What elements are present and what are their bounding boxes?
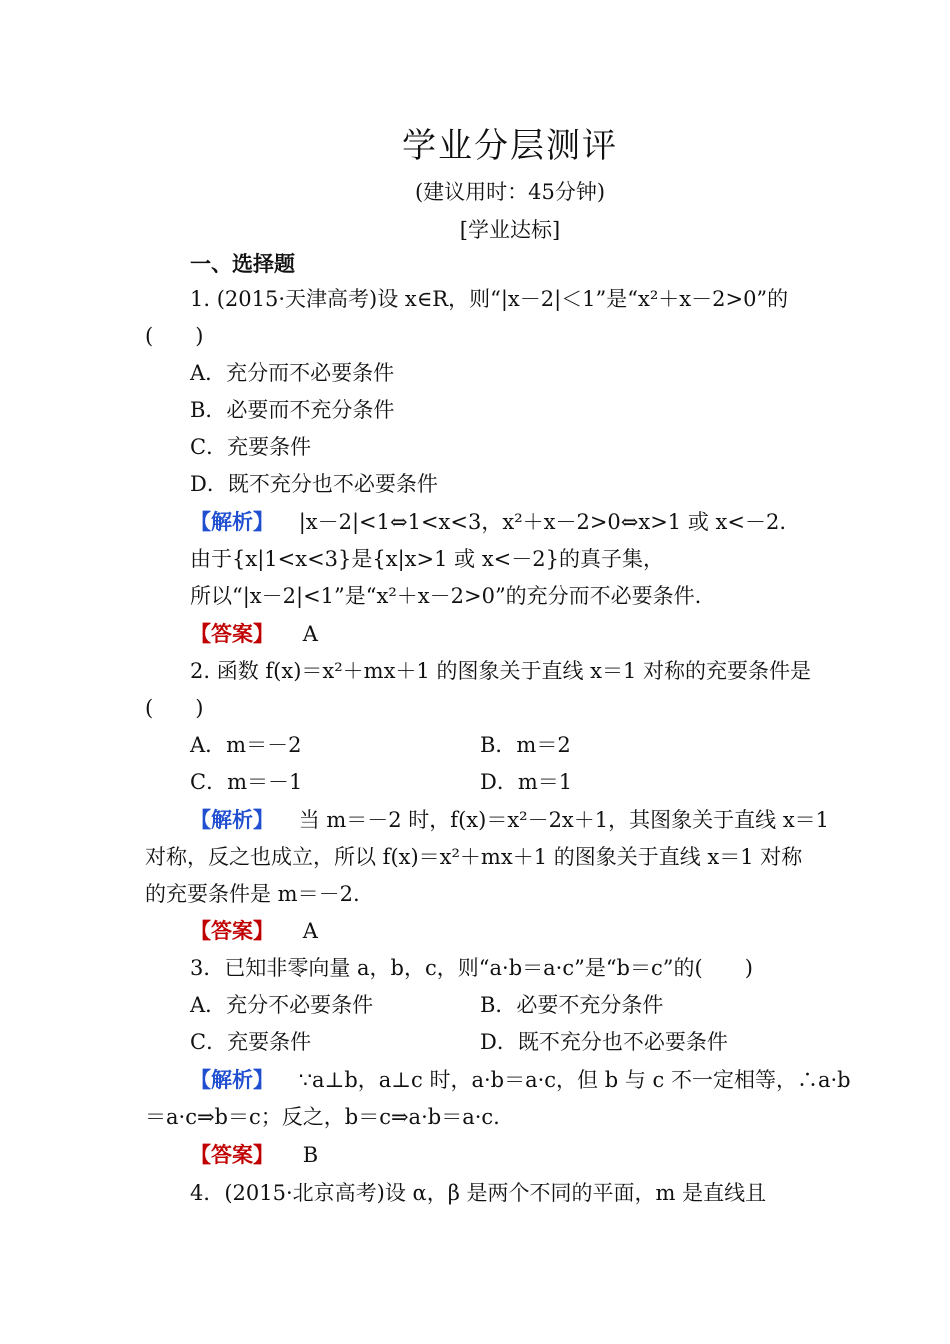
q2-analysis-line3: 的充要条件是 m＝－2. — [145, 882, 360, 906]
q3-answer-row — [190, 1140, 318, 1170]
q1-answer-tag: 【答案】 — [190, 621, 274, 646]
q1-answer: A — [302, 622, 318, 646]
q2-analysis-line1: 当 m＝－2 时，f(x)＝x²－2x＋1，其图象关于直线 x＝1 — [298, 808, 830, 832]
q2-answer: A — [302, 919, 318, 943]
q1-option-b: B．必要而不充分条件 — [190, 398, 395, 422]
time-hint: (建议用时：45分钟) — [414, 180, 606, 204]
q1-analysis-line2: 由于{x|1<x<3}是{x|x>1 或 x<－2}的真子集， — [190, 547, 664, 571]
q2-option-c: C．m＝－1 — [190, 770, 303, 794]
q1-option-a: A．充分而不必要条件 — [190, 361, 395, 385]
q2-stem: 2. 函数 f(x)＝x²＋mx＋1 的图象关于直线 x＝1 对称的充要条件是 — [190, 659, 811, 683]
q3-stem: 3．已知非零向量 a，b，c，则“a·b＝a·c”是“b＝c”的( ) — [190, 956, 753, 980]
q1-analysis-tag: 【解析】 — [190, 509, 274, 534]
q1-stem: 1. (2015·天津高考)设 x∈R，则“|x－2|＜1”是“x²＋x－2>0”的 — [190, 287, 789, 311]
q1-paren: ( ) — [145, 324, 204, 348]
q3-option-a: A．充分不必要条件 — [190, 993, 374, 1017]
q2-answer-row — [190, 916, 318, 946]
q2-paren: ( ) — [145, 696, 204, 720]
q3-answer-tag: 【答案】 — [190, 1142, 274, 1167]
q2-analysis-line2: 对称，反之也成立，所以 f(x)＝x²＋mx＋1 的图象关于直线 x＝1 对称 — [145, 845, 803, 869]
q2-analysis-row — [190, 805, 829, 835]
q2-option-a: A．m＝－2 — [190, 733, 302, 757]
q1-option-c: C．充要条件 — [190, 435, 312, 459]
section-tag: [学业达标] — [459, 218, 561, 242]
q3-analysis-line2: ＝a·c⇒b＝c；反之，b＝c⇒a·b＝a·c. — [145, 1105, 500, 1129]
part-label: 一、选择题 — [190, 251, 295, 276]
q1-analysis-line1: |x－2|<1⇔1<x<3，x²＋x－2>0⇔x>1 或 x<－2. — [298, 510, 786, 534]
page-title: 学业分层测评 — [402, 126, 618, 166]
q3-analysis-tag: 【解析】 — [190, 1067, 274, 1092]
q1-analysis-row — [190, 507, 786, 537]
q3-analysis-line1: ∵a⊥b，a⊥c 时，a·b＝a·c，但 b 与 c 不一定相等，∴a·b — [298, 1068, 851, 1092]
q2-analysis-tag: 【解析】 — [190, 807, 274, 832]
q3-answer: B — [302, 1143, 319, 1167]
q2-option-d: D．m＝1 — [480, 770, 573, 794]
q2-answer-tag: 【答案】 — [190, 918, 274, 943]
q2-option-b: B．m＝2 — [480, 733, 571, 757]
q1-answer-row — [190, 619, 318, 649]
q1-analysis-line3: 所以“|x－2|<1”是“x²＋x－2>0”的充分而不必要条件. — [190, 584, 702, 608]
q3-option-c: C．充要条件 — [190, 1030, 312, 1054]
q1-option-d: D．既不充分也不必要条件 — [190, 472, 438, 496]
q4-stem: 4．(2015·北京高考)设 α，β 是两个不同的平面，m 是直线且 — [190, 1181, 767, 1205]
q3-analysis-row — [190, 1065, 851, 1095]
q3-option-d: D．既不充分也不必要条件 — [480, 1030, 728, 1054]
q3-option-b: B．必要不充分条件 — [480, 993, 664, 1017]
